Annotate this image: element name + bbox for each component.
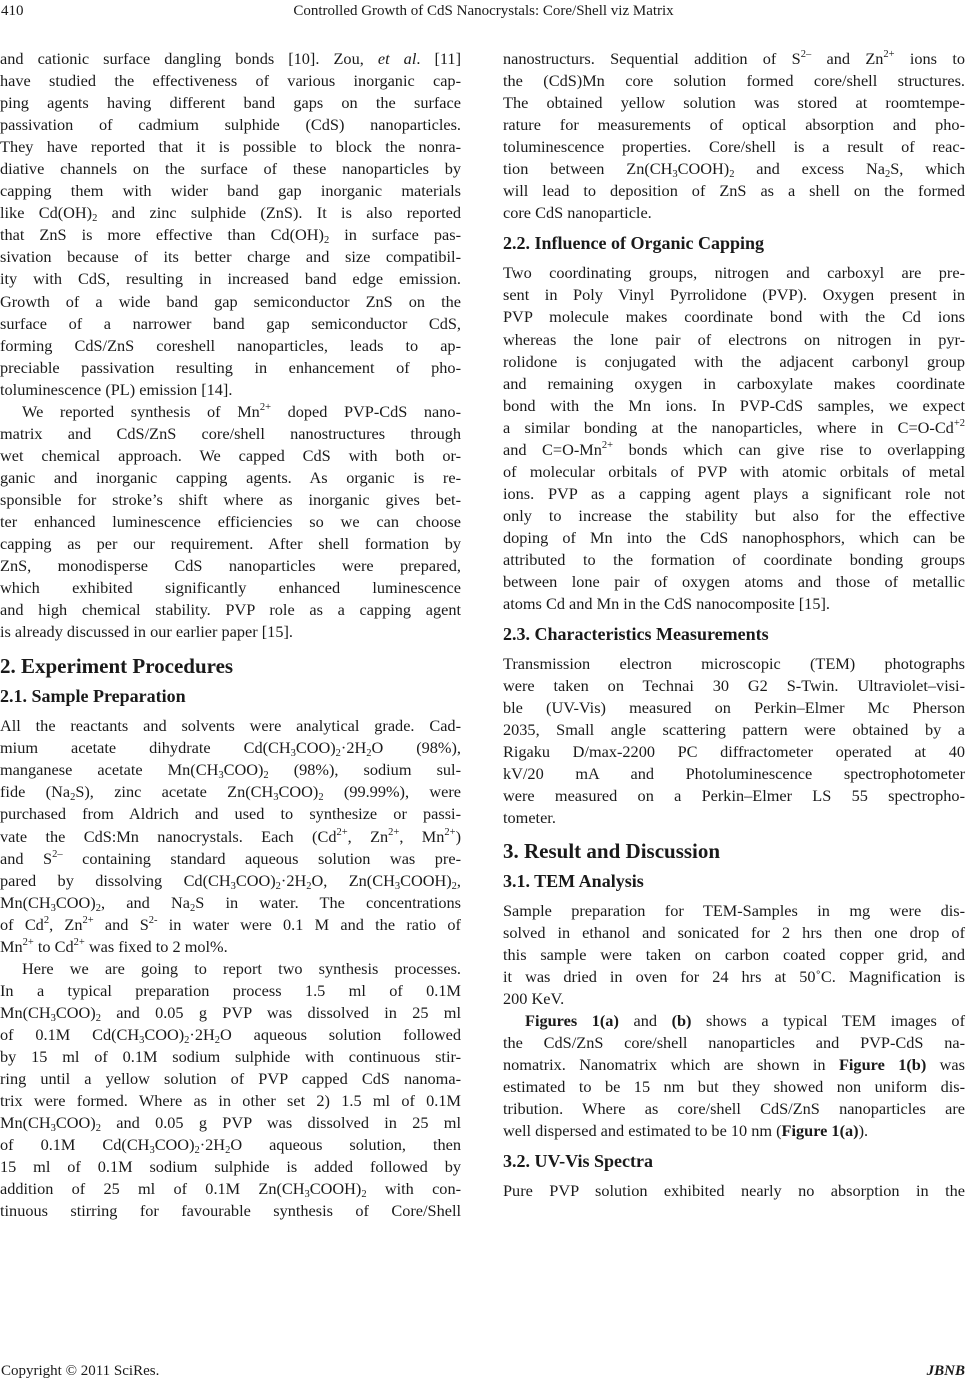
- text-line: and high chemical stability. PVP role as a capping agent: [0, 600, 461, 620]
- text-line: mium acetate dihydrate $Cd(CH_3COO)_2\cdot 2H_2O$ (98%),: [0, 738, 461, 760]
- paragraph: [503, 1180, 965, 1202]
- text-line: pared by dissolving $Cd(CH_3COO)_2\cdot 2H_2O$, $Zn(CH_3COOH)_2$,: [0, 870, 461, 892]
- text-line: All the reactants and solvents were analytical grade. Cad-: [0, 716, 461, 736]
- text-line: $Mn(CH_3COO)_2$, and $Na_2S$ in water. The concentrations: [0, 892, 461, 914]
- section-heading: 3. Result and Discussion: [503, 838, 721, 863]
- text-line: wet chemical approach. We capped CdS with both or-: [0, 445, 461, 465]
- text-line: $Mn(CH_3COO)_2$ and 0.05 g PVP was dissolved in 25 ml: [0, 1113, 461, 1135]
- text-line: were measured on a Perkin–Elmer LS 55 spectropho-: [503, 786, 965, 806]
- text-line: addition of 25 ml of 0.1M $Zn(CH_3COOH)_2$ with con-: [0, 1179, 462, 1201]
- text-line: 15 ml of 0.1M sodium sulphide is added followed by: [0, 1157, 461, 1177]
- text-line: ring until a yellow solution of PVP capped CdS nanoma-: [0, 1069, 461, 1089]
- text-line: this sample were taken on carbon coated copper grid, and: [503, 944, 965, 964]
- running-header: [0, 0, 967, 22]
- page-footer: [0, 1360, 967, 1382]
- text-line: estimated to be 15 nm but they showed non uniform dis-: [503, 1076, 965, 1096]
- text-line: Growth of a wide band gap semiconductor ZnS on the: [0, 291, 461, 311]
- text-line: between lone pair of oxygen atoms and those of metallic: [503, 572, 965, 592]
- text-line: ZnS, monodisperse CdS nanoparticles were prepared,: [0, 556, 461, 576]
- paragraph: [503, 900, 965, 1010]
- text-line: Rigaku D/max-2200 PC diffractometer operated at 40: [503, 742, 965, 762]
- text-line: preciable passivation resulting in enhancement of pho-: [0, 357, 461, 377]
- text-line: bond with the Mn ions. In PVP-CdS samples, we expect: [503, 395, 965, 415]
- text-line: it was dried in oven for 24 hrs at 50˚C. Magnification is: [503, 966, 965, 986]
- text-line: which exhibited significantly enhanced luminescence: [0, 578, 461, 598]
- text-line: diative channels on the surface of these nanoparticles by: [0, 159, 461, 179]
- text-line: whereas the lone pair of electrons on nitrogen in pyr-: [503, 329, 965, 349]
- text-line: will lead to deposition of ZnS as a shell on the formed: [503, 181, 965, 201]
- text-line: Transmission electron microscopic (TEM) photographs: [503, 654, 965, 674]
- text-line: solved in ethanol and sonicated for 2 hrs then one drop of: [503, 922, 965, 942]
- subsection-heading: 2.1. Sample Preparation: [0, 686, 186, 707]
- text-line: 2035, Small angle scattering pattern were obtained by a: [503, 720, 965, 740]
- copyright-notice: Copyright © 2011 SciRes.: [1, 1363, 160, 1379]
- text-line: kV/20 mA and Photoluminescence spectrophotometer: [503, 764, 965, 784]
- text-line: ter enhanced luminescence efficiencies so we can choose: [0, 511, 461, 531]
- text-line: and remaining oxygen in carboxylate makes coordinate: [503, 373, 965, 393]
- text-line: tribution. Where as core/shell CdS/ZnS nanoparticles are: [503, 1098, 965, 1118]
- text-line: We reported synthesis of $Mn^{2+}$ doped PVP-CdS nano-: [22, 401, 461, 421]
- text-line: atoms Cd and Mn in the CdS nanocomposite [15].: [503, 594, 830, 614]
- text-line: tometer.: [503, 808, 556, 828]
- text-line: toluminescence (PL) emission [14].: [0, 379, 233, 399]
- text-line: and $S^{2-}$ containing standard aqueous solution was pre-: [0, 848, 461, 868]
- text-line: passivation of cadmium sulphide (CdS) nanoparticles.: [0, 115, 461, 135]
- text-line: that ZnS is more effective than $Cd(OH)_2$ in surface pas-: [0, 225, 461, 247]
- text-line: surface of a narrower band gap semiconductor CdS,: [0, 313, 461, 333]
- text-line: of 0.1M $Cd(CH_3COO)_2\cdot 2H_2O$ aqueous solution, then: [0, 1135, 461, 1157]
- text-line: toluminescence properties. Core/shell is a result of reac-: [503, 137, 965, 157]
- text-line: have studied the effectiveness of various inorganic cap-: [0, 71, 461, 91]
- text-line: $Mn^{2+}$ to $Cd^{2+}$ was fixed to 2 mol%.: [0, 936, 228, 956]
- paragraph: [503, 653, 965, 829]
- text-line: sivation because of its better charge and size compatibil-: [0, 247, 461, 267]
- text-line: Figures 1(a) and (b) shows a typical TEM images of: [525, 1010, 965, 1030]
- text-line: capping them with wider band gap inorganic materials: [0, 181, 461, 201]
- text-line: of 0.1M $Cd(CH_3COO)_2\cdot 2H_2O$ aqueous solution followed: [0, 1024, 461, 1046]
- text-line: capping as per our requirement. After shell formation by: [0, 534, 461, 554]
- text-line: tion between $Zn(CH_3COOH)_2$ and excess $Na_2S$, which: [503, 159, 965, 181]
- text-line: manganese acetate $Mn(CH_3COO)_2$ (98%), sodium sul-: [0, 760, 461, 782]
- text-line: like $Cd(OH)_2$ and zinc sulphide (ZnS). It is also reported: [0, 203, 462, 225]
- text-line: They have reported that it is possible to block the nonra-: [0, 137, 461, 157]
- text-line: ity with CdS, resulting in increased band edge emission.: [0, 269, 461, 289]
- text-line: of Cd$^2$, $Zn^{2+}$ and $S^{2-}$ in water were 0.1 M and the ratio of: [0, 914, 461, 934]
- paragraph: [0, 715, 461, 958]
- text-line: The obtained yellow solution was stored at roomtempe-: [503, 93, 965, 113]
- text-line: were taken on Technai 30 G2 S-Twin. Ultraviolet–visi-: [503, 676, 965, 696]
- text-line: attributed to the formation of coordinate bonding groups: [503, 549, 965, 569]
- paragraph: [503, 48, 965, 224]
- text-line: Sample preparation for TEM-Samples in mg were dis-: [503, 900, 965, 920]
- text-line: fide $(Na_2S)$, zinc acetate $Zn(CH_3COO)_2$ (99.99%), were: [0, 782, 461, 804]
- text-line: trix were formed. Where as in other set 2) 1.5 ml of 0.1M: [0, 1091, 461, 1111]
- text-line: Two coordinating groups, nitrogen and carboxyl are pre-: [503, 263, 965, 283]
- paragraph: [0, 401, 461, 644]
- text-line: Here we are going to report two synthesis processes.: [22, 958, 461, 978]
- paragraph: [503, 1010, 965, 1142]
- left-column: [0, 48, 461, 1222]
- right-column: [503, 48, 965, 1202]
- text-line: and cationic surface dangling bonds [10]. Zou, et al. [11]: [0, 49, 461, 68]
- text-line: PVP molecule makes coordinate bond with the Cd ions: [503, 307, 965, 327]
- paragraph: [503, 262, 965, 615]
- text-line: vate the CdS:Mn nanocrystals. Each ($Cd^{2+}$, $Zn^{2+}$, $Mn^{2+}$): [0, 826, 461, 846]
- text-line: nomatrix. Nanomatrix which are shown in Figure 1(b) was: [503, 1054, 965, 1074]
- text-line: only to increase the stability but also for the effective: [503, 505, 965, 525]
- text-line: ions. PVP as a capping agent plays a significant role not: [503, 483, 965, 503]
- section-heading: 2. Experiment Procedures: [0, 654, 234, 679]
- text-line: a similar bonding at the nanoparticles, where in $C=O-Cd^{+2}$: [503, 417, 965, 437]
- text-line: doping of Mn into the CdS nanophosphors, which can be: [503, 527, 965, 547]
- text-line: rolidone is conjugated with the adjacent carbonyl group: [503, 351, 965, 371]
- text-line: Pure PVP solution exhibited nearly no absorption in the: [503, 1181, 965, 1201]
- text-line: the (CdS)Mn core solution formed core/shell structures.: [503, 71, 965, 91]
- paragraph: [0, 958, 461, 1223]
- running-title: Controlled Growth of CdS Nanocrystals: Core/Shell viz Matrix: [293, 3, 674, 19]
- text-line: In a typical preparation process 1.5 ml of 0.1M: [0, 980, 461, 1000]
- paragraph: [0, 48, 461, 401]
- text-line: ganic and inorganic capping agents. As organic is re-: [0, 467, 461, 487]
- text-line: forming CdS/ZnS coreshell nanoparticles, leads to ap-: [0, 335, 461, 355]
- subsection-heading: 3.2. UV-Vis Spectra: [503, 1151, 653, 1172]
- page-number: 410: [1, 3, 24, 19]
- text-line: by 15 ml of 0.1M sodium sulphide with continuous stir-: [0, 1046, 461, 1066]
- text-line: 200 KeV.: [503, 988, 565, 1008]
- text-line: rature for measurements of optical absorption and pho-: [503, 115, 965, 135]
- text-line: matrix and CdS/ZnS core/shell nanostructures through: [0, 423, 461, 443]
- text-line: tinuous stirring for favourable synthesis of Core/Shell: [0, 1201, 461, 1221]
- subsection-heading: 3.1. TEM Analysis: [503, 870, 644, 891]
- text-line: is already discussed in our earlier paper [15].: [0, 622, 293, 642]
- text-line: and $C=O-Mn^{2+}$ bonds which can give rise to overlapping: [503, 439, 965, 459]
- text-line: core CdS nanoparticle.: [503, 203, 652, 223]
- text-line: sent in Poly Vinyl Pyrrolidone (PVP). Oxygen present in: [503, 285, 965, 305]
- subsection-heading: 2.3. Characteristics Measurements: [503, 624, 769, 645]
- text-line: sponsible for stroke’s shift where as inorganic gives bet-: [0, 489, 461, 509]
- subsection-heading: 2.2. Influence of Organic Capping: [503, 233, 765, 254]
- journal-abbreviation: JBNB: [926, 1363, 965, 1379]
- text-line: $Mn(CH_3COO)_2$ and 0.05 g PVP was dissolved in 25 ml: [0, 1002, 461, 1024]
- text-line: of molecular orbitals of PVP with atomic orbitals of metal: [503, 461, 965, 481]
- text-line: nanostructurs. Sequential addition of $S^{2-}$ and $Zn^{2+}$ ions to: [503, 49, 965, 68]
- text-line: well dispersed and estimated to be 10 nm (Figure 1(a)).: [503, 1120, 869, 1140]
- text-line: ping agents having different band gaps on the surface: [0, 93, 461, 113]
- text-line: ble (UV-Vis) measured on Perkin–Elmer Mc Pherson: [503, 698, 965, 718]
- text-line: purchased from Aldrich and used to synthesize or passi-: [0, 804, 461, 824]
- text-line: the CdS/ZnS core/shell nanoparticles and PVP-CdS na-: [503, 1032, 965, 1052]
